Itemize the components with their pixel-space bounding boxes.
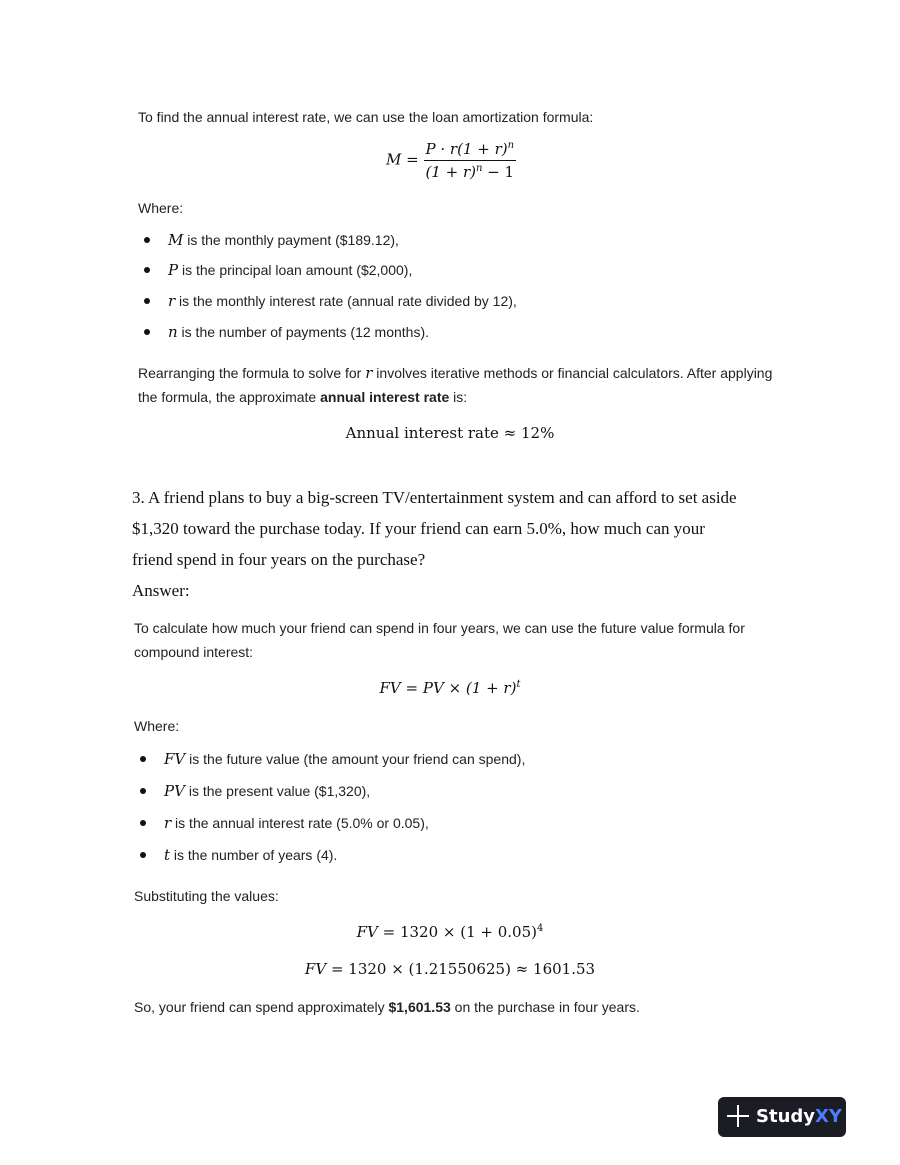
formula-fraction (424, 140, 517, 181)
formula-lhs: M (386, 150, 402, 169)
var-description: is the annual interest rate (5.0% or 0.05), (171, 815, 429, 831)
rearrange-text: the formula, the approximate (138, 389, 321, 405)
fv-intro-line-2: compound interest: (134, 644, 254, 660)
annual-rate-result: Annual interest rate ≈ 12% (345, 424, 555, 442)
formula-denominator: (1 + r) (425, 163, 476, 181)
rearrange-text: involves iterative methods or financial calculators. After applying (372, 365, 773, 381)
var-description: is the monthly payment ($189.12), (183, 232, 399, 248)
var-symbol: P (168, 261, 179, 279)
bold-amount: $1,601.53 (388, 999, 451, 1015)
formula-lhs: FV (379, 679, 401, 697)
formula-rhs: = 1320 × (1 + 0.05) (377, 923, 537, 941)
formula-lhs: FV (304, 960, 327, 978)
formula-lhs: FV (356, 923, 378, 941)
formula-exponent: 4 (537, 923, 544, 934)
formula-denominator-tail: − 1 (482, 163, 515, 181)
substituting-label: Substituting the values: (134, 888, 279, 904)
conclusion-text: So, your friend can spend approximately (134, 999, 389, 1015)
var-description: is the number of payments (12 months). (177, 324, 430, 340)
where-label-1: Where: (138, 200, 184, 216)
conclusion (134, 999, 640, 1015)
rearrange-line-2 (138, 389, 467, 405)
rearrange-line-1 (138, 364, 772, 382)
amortization-formula (386, 140, 516, 181)
question-line: friend spend in four years on the purchase? (132, 550, 426, 569)
var-description: is the principal loan amount ($2,000), (178, 262, 413, 278)
formula-pv: PV (422, 679, 444, 697)
var-symbol: n (168, 323, 178, 341)
var-symbol: FV (164, 750, 186, 768)
answer-label: Answer: (132, 581, 190, 600)
formula-numerator-exp: n (507, 140, 515, 151)
studyxy-logo-badge (718, 1097, 846, 1137)
question-line: $1,320 toward the purchase today. If your friend can earn 5.0%, how much can your (132, 519, 705, 538)
substitution-line-2 (0, 960, 900, 978)
brand-part: XY (815, 1106, 842, 1127)
formula-eq: = (406, 150, 419, 169)
var-description: is the monthly interest rate (annual rate divided by 12), (175, 293, 517, 309)
substitution-line-1 (0, 923, 900, 941)
plus-icon (727, 1105, 749, 1127)
formula-base: (1 + r) (465, 679, 517, 697)
fv-intro-line-1: To calculate how much your friend can spend in four years, we can use the future value formula for (134, 620, 745, 636)
formula-rhs: = 1320 × (1.21550625) ≈ 1601.53 (326, 960, 596, 978)
formula-times: × (443, 679, 466, 697)
question-line: 3. A friend plans to buy a big-screen TV/entertainment system and can afford to set aside (132, 488, 737, 507)
amortization-intro: To find the annual interest rate, we can use the loan amortization formula: (138, 109, 594, 125)
var-symbol: M (168, 231, 184, 249)
brand-wordmark (756, 1106, 842, 1127)
var-description: is the future value (the amount your friend can spend), (185, 751, 526, 767)
var-description: is the number of years (4). (170, 847, 338, 863)
var-symbol: PV (164, 782, 185, 800)
formula-eq: = (400, 679, 423, 697)
bold-term: annual interest rate (320, 389, 450, 405)
where-label-2: Where: (134, 718, 180, 734)
var-symbol: r (365, 364, 373, 382)
fv-formula (0, 679, 900, 697)
rearrange-text: Rearranging the formula to solve for (138, 365, 366, 381)
var-symbol: r (164, 814, 172, 832)
conclusion-text: on the purchase in four years. (450, 999, 640, 1015)
formula-denominator-exp: n (475, 163, 483, 174)
var-description: is the present value ($1,320), (184, 783, 371, 799)
var-symbol: r (168, 292, 176, 310)
formula-exponent: t (516, 679, 521, 690)
question-3 (132, 482, 737, 606)
rearrange-text: is: (449, 389, 468, 405)
formula-numerator: P · r(1 + r) (425, 140, 508, 158)
var-symbol: t (164, 846, 171, 864)
brand-part: Study (756, 1106, 816, 1127)
